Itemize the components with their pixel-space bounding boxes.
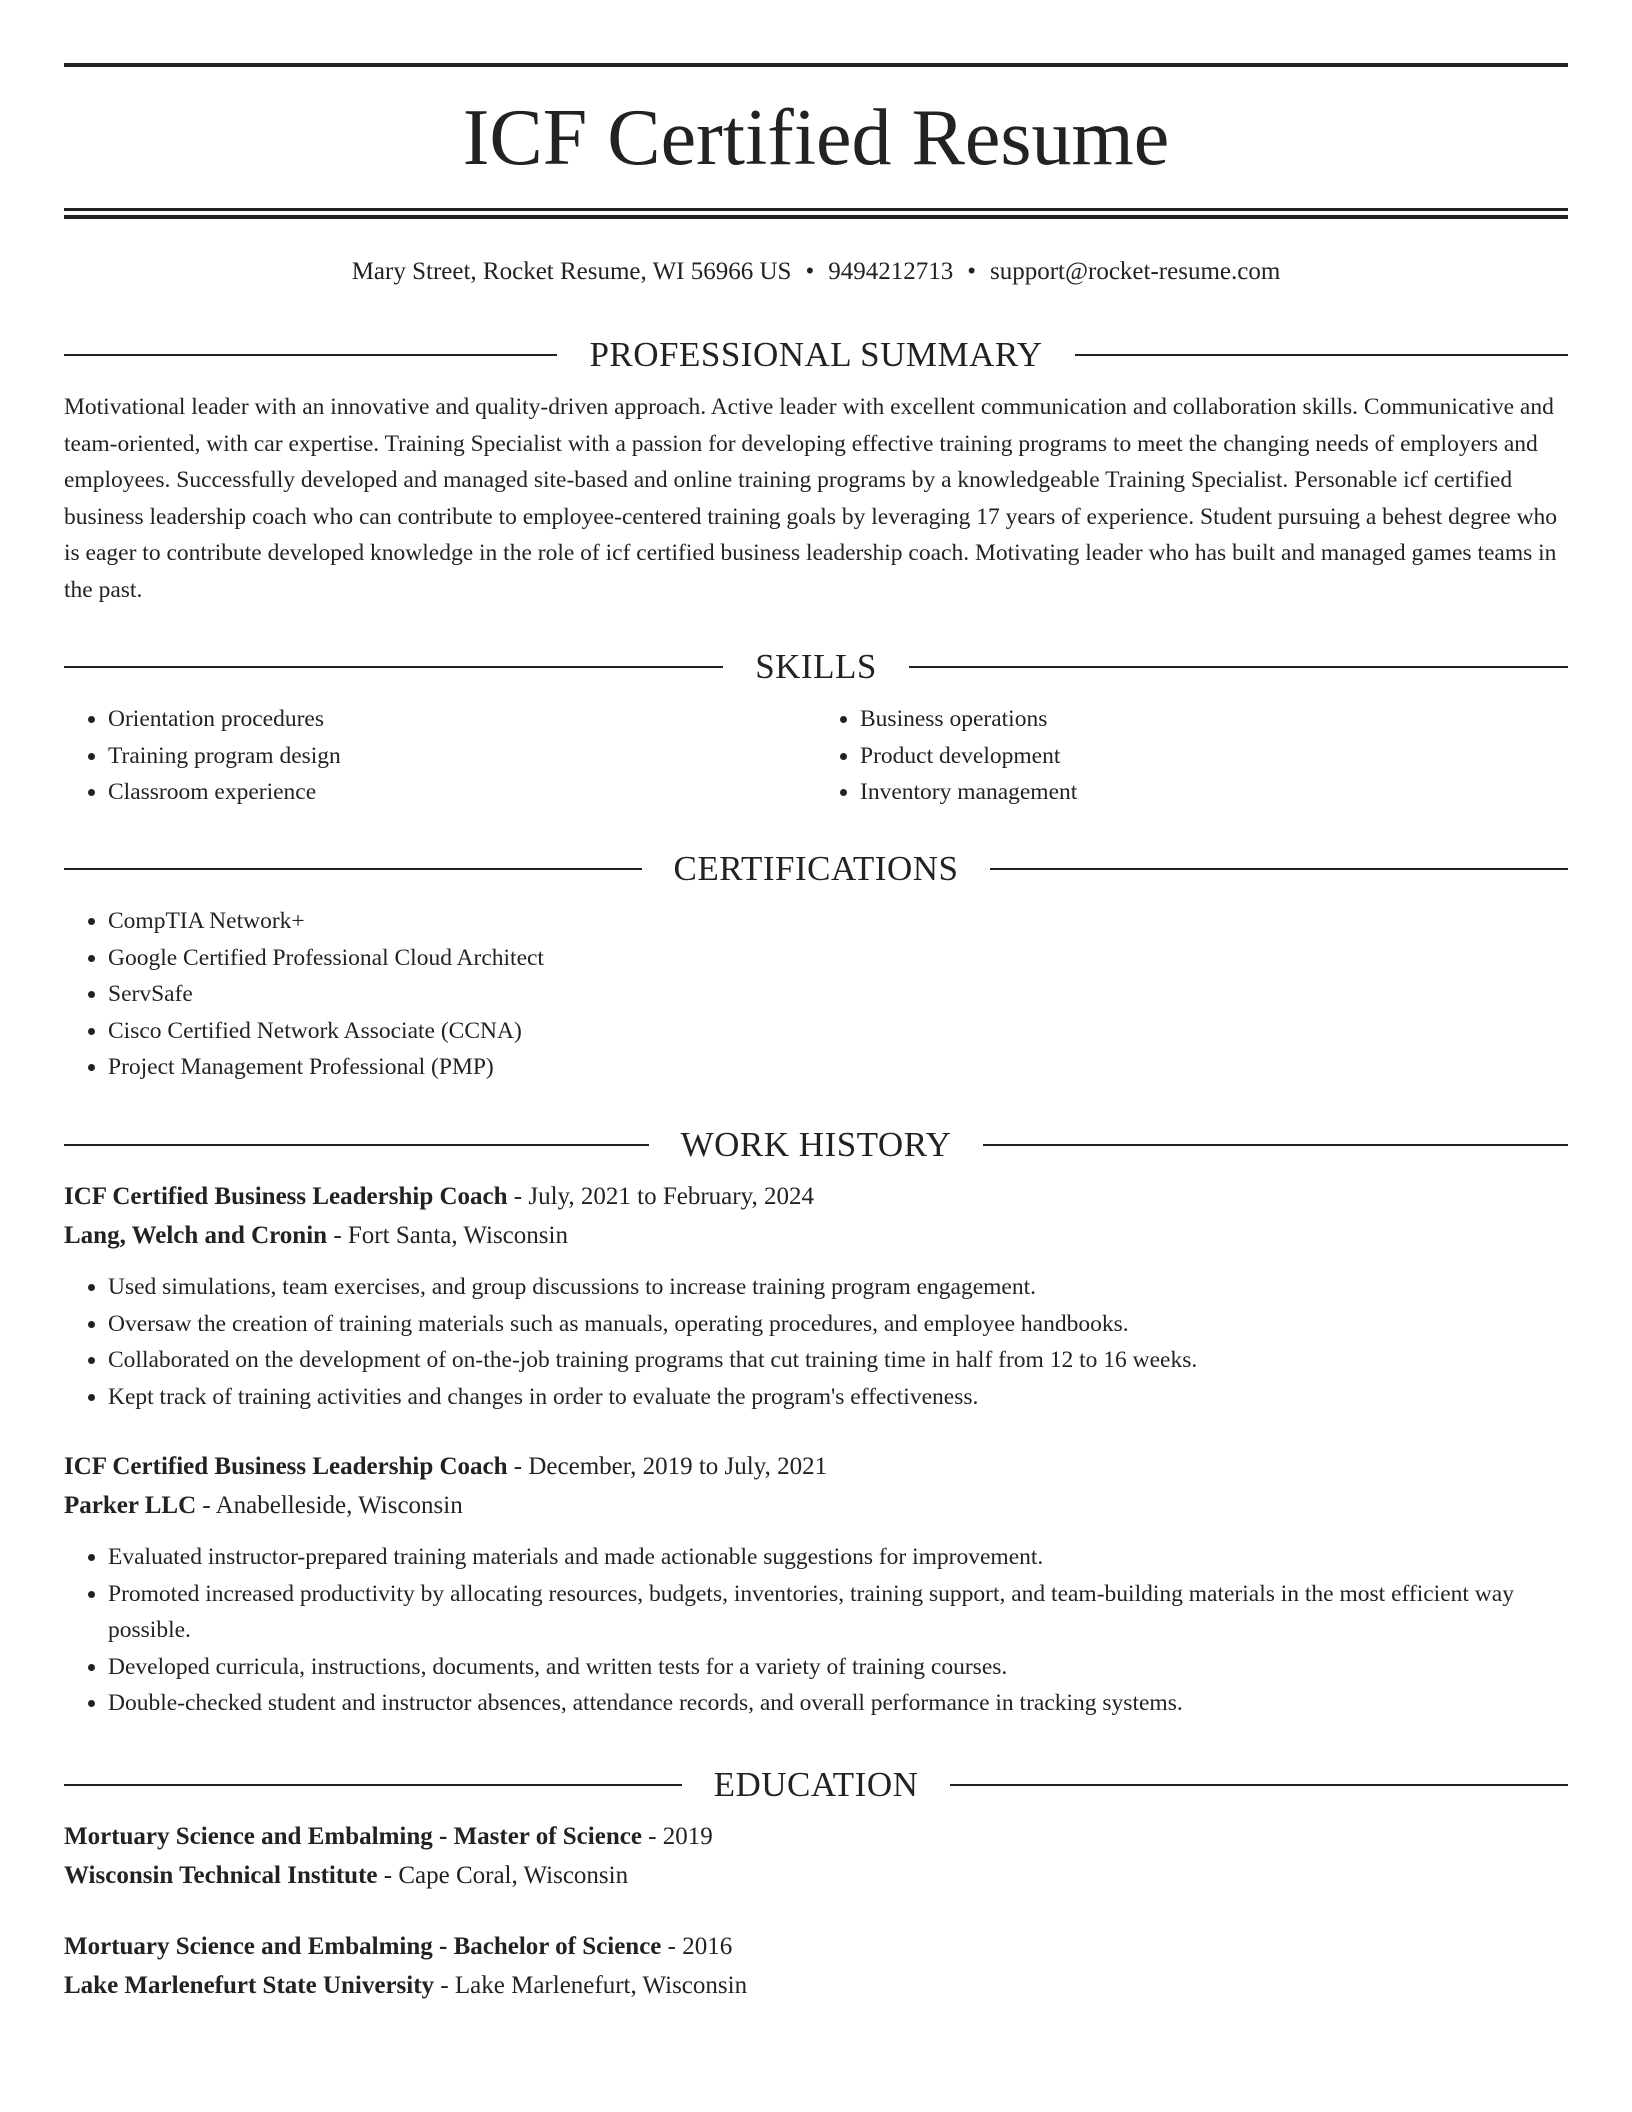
heading-rule [64,666,723,668]
section-heading-label: CERTIFICATIONS [673,849,959,888]
contact-separator: • [967,258,976,285]
job-bullet: • Oversaw the creation of training materials such as manuals, operating procedures, and employee handbooks. [108,1306,1568,1343]
work-history-section [64,1123,1568,1722]
skills-list-left [64,701,816,811]
top-rule [64,63,1568,67]
contact-line [64,255,1568,289]
skill-item: • Classroom experience [108,774,816,811]
contact-address: Mary Street, Rocket Resume, WI 56966 US [351,258,792,285]
education-entry [64,1927,1568,2005]
degree-year: - 2019 [641,1823,713,1850]
job-bullet: • Used simulations, team exercises, and group discussions to increase training program engagement. [108,1269,1568,1306]
degree-name: Mortuary Science and Embalming - Master of Science [64,1823,642,1850]
section-heading [64,1123,1568,1167]
certification-item: • CompTIA Network+ [108,903,1568,940]
title-rule-thin [64,208,1568,211]
certification-item: • Cisco Certified Network Associate (CCNA) [108,1013,1568,1050]
job-bullets [64,1539,1568,1722]
job-dates: - July, 2021 to February, 2024 [507,1183,814,1210]
heading-rule [990,868,1568,870]
skill-item: • Orientation procedures [108,701,816,738]
job-bullet: • Evaluated instructor-prepared training materials and made actionable suggestions for improvement. [108,1539,1568,1576]
job-title-line [64,1447,1568,1486]
skill-item: • Inventory management [860,774,1568,811]
section-heading [64,1763,1568,1807]
job-dates: - December, 2019 to July, 2021 [507,1453,828,1480]
skill-item: • Product development [860,738,1568,775]
school-location: - Lake Marlenefurt, Wisconsin [434,1972,748,1999]
education-section [64,1763,1568,2005]
skill-item: • Training program design [108,738,816,775]
job-bullet: • Kept track of training activities and changes in order to evaluate the program's effectiveness. [108,1379,1568,1416]
job-company-line [64,1486,1568,1525]
heading-rule [983,1144,1568,1146]
heading-rule [950,1784,1568,1786]
job-company-line [64,1216,1568,1255]
resume-title: ICF Certified Resume [462,94,1170,182]
job-title-line [64,1177,1568,1216]
skills-columns [64,701,1568,811]
school-line [64,1856,1568,1895]
job-title: ICF Certified Business Leadership Coach [64,1183,508,1210]
job-location: - Anabelleside, Wisconsin [196,1492,463,1519]
degree-line [64,1817,1568,1856]
section-heading [64,847,1568,891]
contact-phone: 9494212713 [828,258,954,285]
school-name: Lake Marlenefurt State University [64,1972,435,1999]
certification-item: • ServSafe [108,976,1568,1013]
job-entry [64,1177,1568,1415]
school-line [64,1966,1568,2005]
heading-rule [64,1784,682,1786]
contact-email: support@rocket-resume.com [989,258,1281,285]
skills-section [64,645,1568,811]
heading-rule [909,666,1568,668]
heading-rule [64,354,557,356]
contact-separator: • [805,258,815,285]
job-title: ICF Certified Business Leadership Coach [64,1453,508,1480]
section-heading-label: SKILLS [755,647,877,686]
school-location: - Cape Coral, Wisconsin [377,1862,629,1889]
job-company: Lang, Welch and Cronin [64,1222,328,1249]
skill-item: • Business operations [860,701,1568,738]
heading-rule [64,868,642,870]
job-bullet: • Collaborated on the development of on-the-job training programs that cut training time in half from 12 to 16 weeks. [108,1342,1568,1379]
school-name: Wisconsin Technical Institute [64,1862,378,1889]
job-bullets [64,1269,1568,1415]
certifications-section [64,847,1568,1086]
education-entry [64,1817,1568,1895]
section-heading-label: PROFESSIONAL SUMMARY [589,335,1043,374]
degree-name: Mortuary Science and Embalming - Bachelor of Science [64,1933,662,1960]
certifications-list [64,903,1568,1086]
certification-item: • Google Certified Professional Cloud Architect [108,940,1568,977]
section-heading-label: EDUCATION [713,1765,919,1804]
job-location: - Fort Santa, Wisconsin [327,1222,568,1249]
degree-year: - 2016 [661,1933,733,1960]
job-bullet: • Promoted increased productivity by allocating resources, budgets, inventories, training support, and team-building materials in the most efficient way possible. [108,1576,1568,1649]
skills-list-right [816,701,1568,811]
section-heading [64,333,1568,377]
summary-section [64,333,1568,608]
title-rule-thick [64,215,1568,219]
degree-line [64,1927,1568,1966]
job-entry [64,1447,1568,1722]
heading-rule [64,1144,649,1146]
section-heading [64,645,1568,689]
job-bullet: • Double-checked student and instructor absences, attendance records, and overall performance in tracking systems. [108,1685,1568,1722]
summary-text: Motivational leader with an innovative and quality-driven approach. Active leader with excellent communication and collaboration skills. Communicative and team-oriented, with car expertise. Training Specialist with a passion for developing effective training programs to meet the changing needs of employers and employees. Successfully developed and managed site-based and online training programs by a knowledgeable Training Specialist. Personable icf certified business leadership coach who can contribute to employee-centered training goals by leveraging 17 years of experience. Student pursuing a behest degree who is eager to contribute developed knowledge in the role of icf certified business leadership coach. Motivating leader who has built and managed games teams in the past. [64,394,1558,603]
job-company: Parker LLC [64,1492,197,1519]
certification-item: • Project Management Professional (PMP) [108,1049,1568,1086]
heading-rule [1075,354,1568,356]
section-heading-label: WORK HISTORY [680,1125,952,1164]
job-bullet: • Developed curricula, instructions, documents, and written tests for a variety of training courses. [108,1649,1568,1686]
